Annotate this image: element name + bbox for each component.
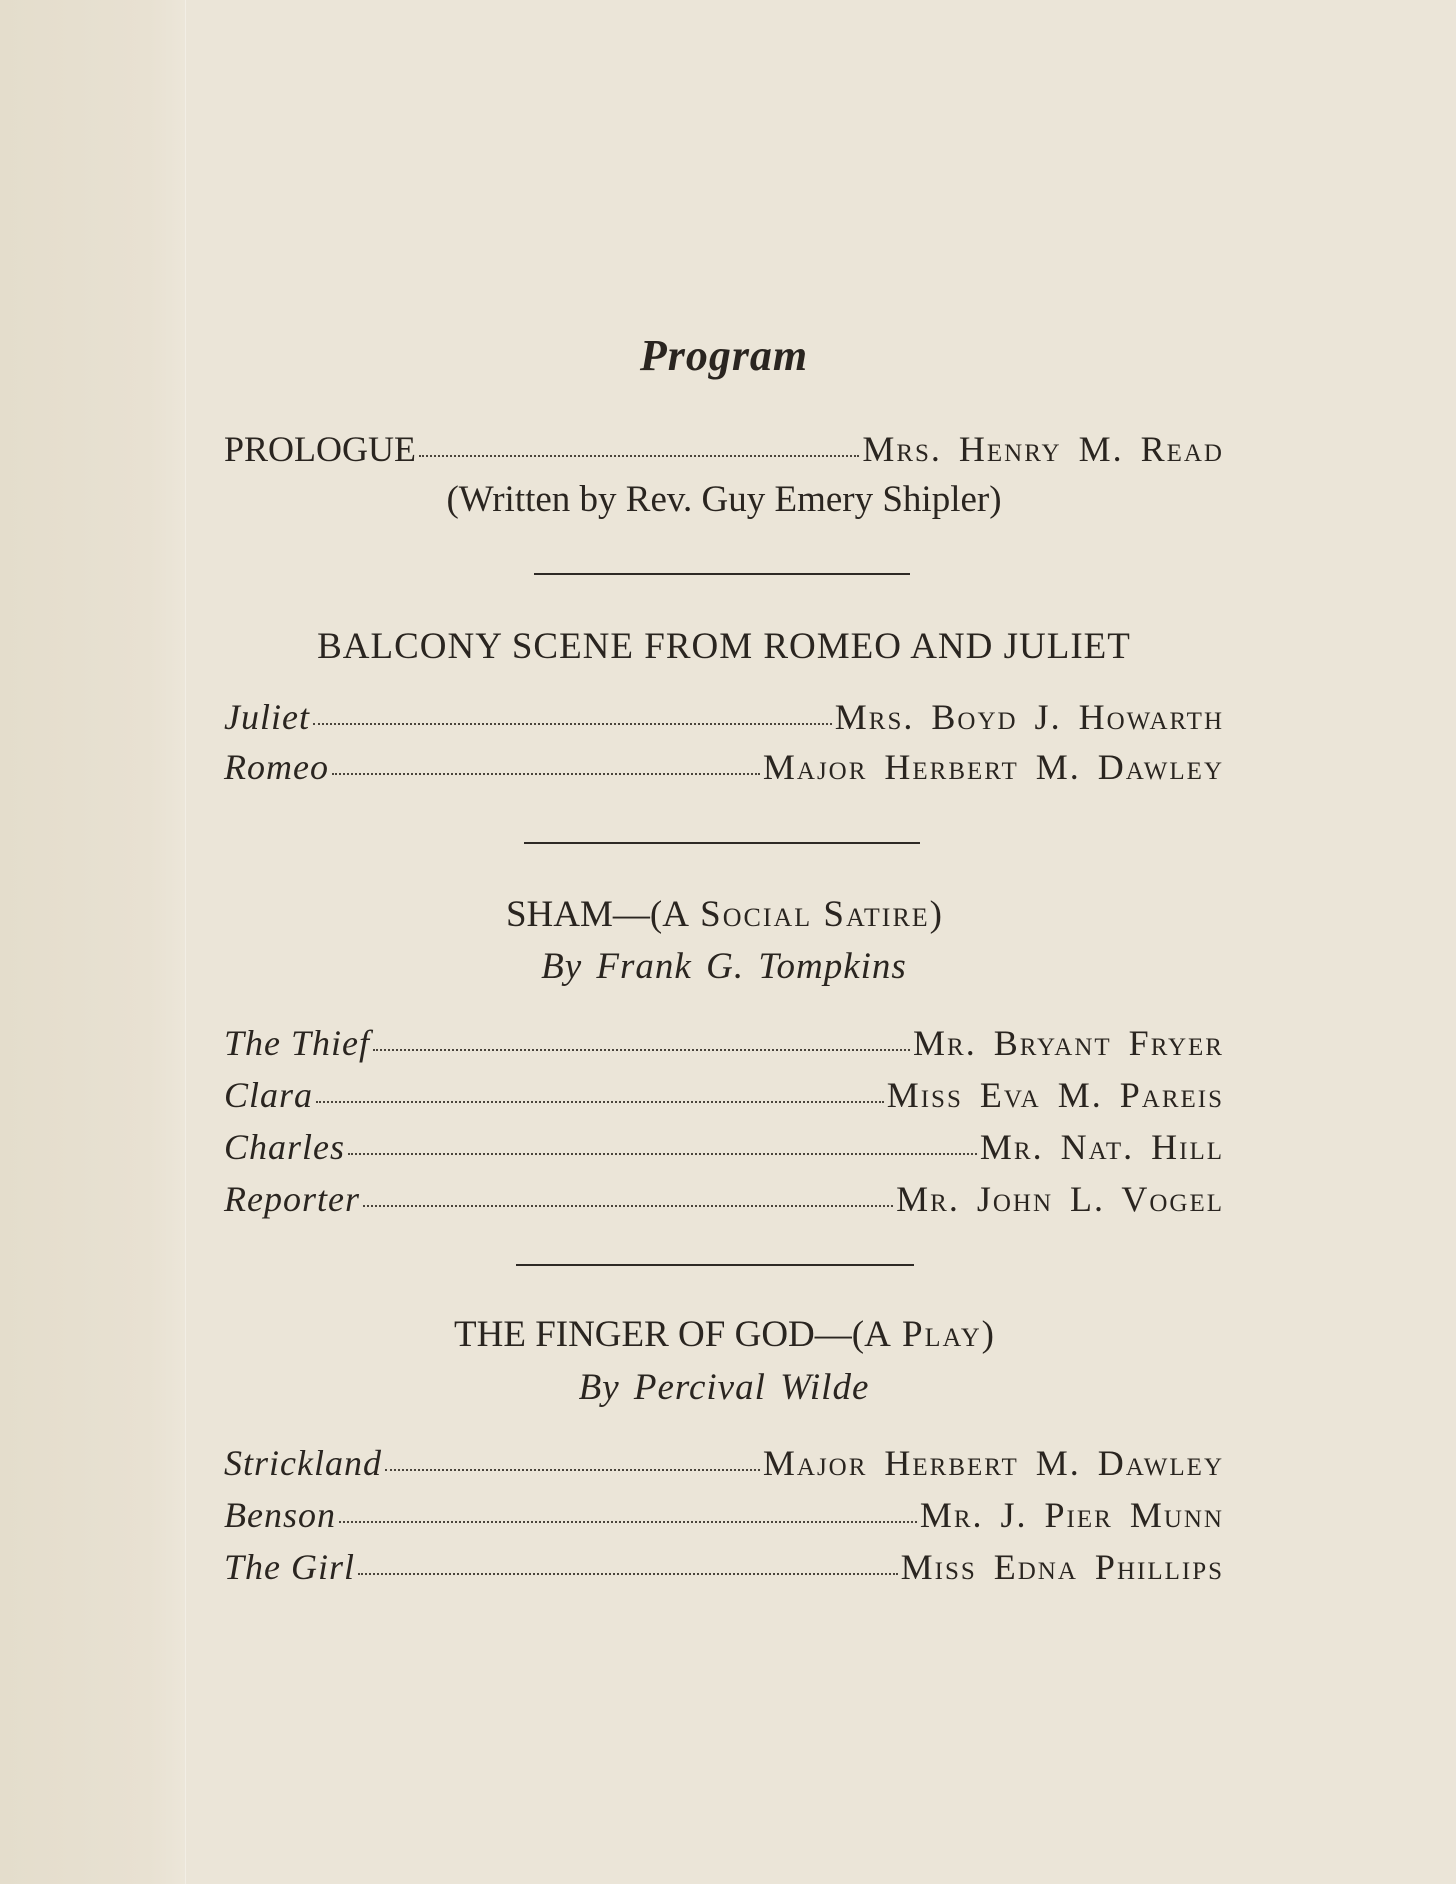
- cast-actor: Mr. J. Pier Munn: [919, 1495, 1224, 1535]
- dot-leader: [339, 1521, 917, 1523]
- dot-leader: [363, 1205, 893, 1207]
- cast-row: [224, 1074, 1224, 1116]
- cast-actor: Mr. Bryant Fryer: [913, 1023, 1224, 1063]
- dot-leader: [332, 773, 760, 775]
- cast-actor: Miss Eva M. Pareis: [886, 1075, 1224, 1115]
- balcony-heading: BALCONY SCENE FROM ROMEO AND JULIET: [317, 626, 1131, 667]
- section-divider: [534, 573, 910, 575]
- cast-actor: Mr. Nat. Hill: [979, 1127, 1224, 1167]
- sham-title: SHAM—(: [505, 894, 663, 935]
- prologue-note: (Written by Rev. Guy Emery Shipler): [446, 479, 1002, 520]
- sham-heading: [224, 893, 1224, 936]
- cast-row: [224, 1546, 1224, 1588]
- binding-spine: [0, 0, 186, 1884]
- dot-leader: [373, 1049, 910, 1051]
- cast-role: The Thief: [224, 1023, 371, 1063]
- cast-role: Reporter: [224, 1179, 360, 1219]
- cast-role: Strickland: [224, 1443, 382, 1483]
- cast-actor: Miss Edna Phillips: [900, 1547, 1224, 1587]
- dot-leader: [348, 1153, 977, 1155]
- cast-row: [224, 696, 1224, 738]
- prologue-role: PROLOGUE: [224, 429, 417, 469]
- prologue-line: [224, 428, 1224, 470]
- dot-leader: [358, 1573, 898, 1575]
- cast-row: [224, 1126, 1224, 1168]
- finger-title: THE FINGER OF GOD—(: [454, 1314, 865, 1355]
- cast-actor: Mrs. Boyd J. Howarth: [834, 697, 1224, 737]
- sham-close-paren: ): [929, 894, 942, 935]
- cast-role: Charles: [224, 1127, 346, 1167]
- sham-author: By Frank G. Tompkins: [541, 946, 907, 987]
- cast-actor: Mr. John L. Vogel: [896, 1179, 1224, 1219]
- cast-role: Juliet: [224, 697, 310, 737]
- finger-author: By Percival Wilde: [578, 1367, 870, 1408]
- cast-role: Clara: [224, 1075, 314, 1115]
- cast-row: [224, 1022, 1224, 1064]
- section-divider: [524, 842, 920, 844]
- dot-leader: [419, 455, 859, 457]
- section-divider: [516, 1264, 914, 1266]
- program-page: [186, 0, 1456, 1884]
- cast-actor: Major Herbert M. Dawley: [762, 1443, 1224, 1483]
- finger-close-paren: ): [981, 1314, 994, 1355]
- cast-row: [224, 1494, 1224, 1536]
- prologue-actor: Mrs. Henry M. Read: [862, 429, 1224, 469]
- cast-role: Benson: [224, 1495, 336, 1535]
- finger-heading: [224, 1313, 1224, 1356]
- cast-role: Romeo: [224, 747, 329, 787]
- cast-role: The Girl: [224, 1547, 356, 1587]
- dot-leader: [316, 1101, 884, 1103]
- page-title: Program: [639, 331, 809, 380]
- finger-subtitle: A Play: [864, 1314, 982, 1355]
- cast-row: [224, 1178, 1224, 1220]
- sham-subtitle: A Social Satire: [662, 894, 930, 935]
- dot-leader: [313, 723, 832, 725]
- cast-actor: Major Herbert M. Dawley: [762, 747, 1224, 787]
- cast-row: [224, 1442, 1224, 1484]
- cast-row: [224, 746, 1224, 788]
- dot-leader: [385, 1469, 760, 1471]
